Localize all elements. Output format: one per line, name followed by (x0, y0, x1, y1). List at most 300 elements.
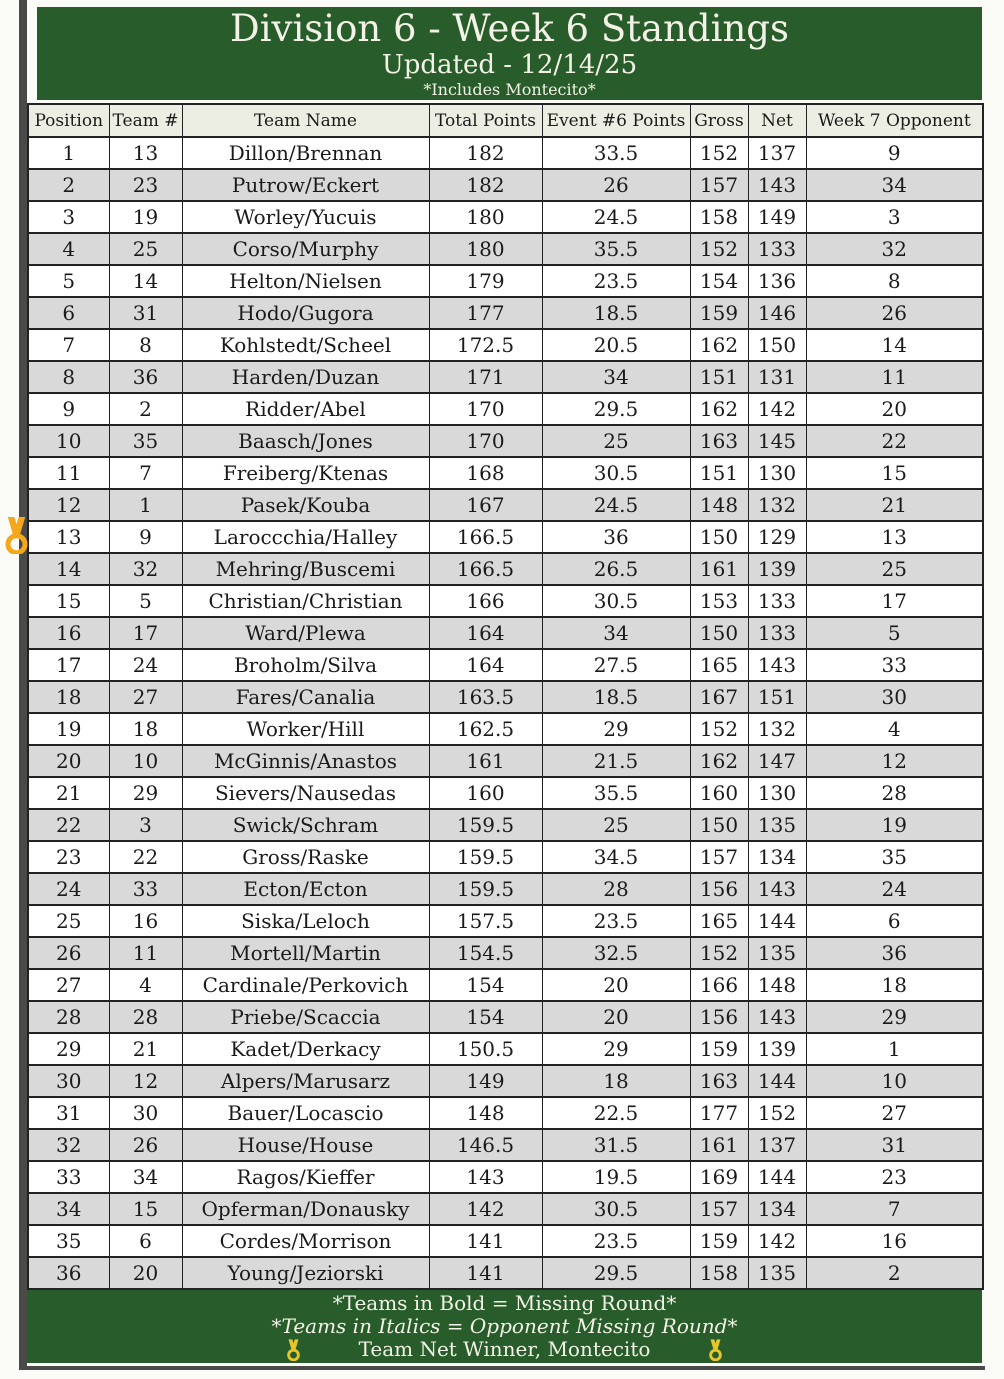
cell-event6-points: 29 (542, 713, 690, 745)
cell-total-points: 177 (429, 297, 542, 329)
cell-team-number: 11 (109, 937, 182, 969)
cell-team-name: Kohlstedt/Scheel (182, 329, 429, 361)
cell-position: 20 (28, 745, 109, 777)
cell-gross: 166 (690, 969, 748, 1001)
cell-event6-points: 30.5 (542, 457, 690, 489)
cell-total-points: 166 (429, 585, 542, 617)
column-header-team-number: Team # (109, 104, 182, 137)
cell-net: 139 (748, 1033, 806, 1065)
cell-week7-opponent: 13 (806, 521, 983, 553)
cell-team-name: Worker/Hill (182, 713, 429, 745)
cell-week7-opponent: 24 (806, 873, 983, 905)
cell-position: 3 (28, 201, 109, 233)
cell-gross: 162 (690, 393, 748, 425)
cell-team-name: Alpers/Marusarz (182, 1065, 429, 1097)
cell-team-name: Opferman/Donausky (182, 1193, 429, 1225)
cell-team-number: 24 (109, 649, 182, 681)
cell-total-points: 164 (429, 649, 542, 681)
cell-gross: 157 (690, 841, 748, 873)
cell-gross: 152 (690, 233, 748, 265)
table-row (28, 329, 983, 361)
table-row (28, 1257, 983, 1289)
cell-week7-opponent: 31 (806, 1129, 983, 1161)
cell-gross: 152 (690, 937, 748, 969)
cell-team-number: 26 (109, 1129, 182, 1161)
cell-week7-opponent: 18 (806, 969, 983, 1001)
cell-total-points: 146.5 (429, 1129, 542, 1161)
cell-total-points: 166.5 (429, 521, 542, 553)
table-row (28, 745, 983, 777)
cell-net: 152 (748, 1097, 806, 1129)
cell-team-number: 2 (109, 393, 182, 425)
table-row (28, 777, 983, 809)
table-row (28, 1225, 983, 1257)
table-row (28, 425, 983, 457)
cell-total-points: 168 (429, 457, 542, 489)
cell-week7-opponent: 32 (806, 233, 983, 265)
cell-net: 147 (748, 745, 806, 777)
cell-week7-opponent: 25 (806, 553, 983, 585)
net-winner-text: Team Net Winner, Montecito (358, 1337, 651, 1361)
cell-net: 144 (748, 1065, 806, 1097)
cell-team-number: 25 (109, 233, 182, 265)
cell-gross: 151 (690, 361, 748, 393)
cell-team-number: 8 (109, 329, 182, 361)
cell-week7-opponent: 35 (806, 841, 983, 873)
cell-team-number: 34 (109, 1161, 182, 1193)
cell-event6-points: 24.5 (542, 489, 690, 521)
cell-position: 9 (28, 393, 109, 425)
table-row (28, 809, 983, 841)
cell-week7-opponent: 12 (806, 745, 983, 777)
cell-position: 19 (28, 713, 109, 745)
cell-event6-points: 33.5 (542, 137, 690, 169)
column-header-total-points: Total Points (429, 104, 542, 137)
cell-net: 136 (748, 265, 806, 297)
cell-event6-points: 35.5 (542, 233, 690, 265)
cell-gross: 150 (690, 617, 748, 649)
table-row (28, 905, 983, 937)
cell-total-points: 150.5 (429, 1033, 542, 1065)
cell-net: 131 (748, 361, 806, 393)
cell-position: 23 (28, 841, 109, 873)
cell-position: 25 (28, 905, 109, 937)
cell-event6-points: 25 (542, 809, 690, 841)
cell-week7-opponent: 6 (806, 905, 983, 937)
cell-team-name: Putrow/Eckert (182, 169, 429, 201)
cell-week7-opponent: 16 (806, 1225, 983, 1257)
table-row (28, 457, 983, 489)
cell-event6-points: 30.5 (542, 1193, 690, 1225)
cell-event6-points: 29.5 (542, 1257, 690, 1289)
cell-team-number: 23 (109, 169, 182, 201)
cell-event6-points: 30.5 (542, 585, 690, 617)
cell-event6-points: 29 (542, 1033, 690, 1065)
cell-position: 24 (28, 873, 109, 905)
cell-gross: 177 (690, 1097, 748, 1129)
cell-week7-opponent: 2 (806, 1257, 983, 1289)
title-banner (37, 7, 982, 100)
cell-team-number: 21 (109, 1033, 182, 1065)
cell-net: 137 (748, 1129, 806, 1161)
cell-team-name: Helton/Nielsen (182, 265, 429, 297)
cell-team-name: McGinnis/Anastos (182, 745, 429, 777)
cell-team-name: Pasek/Kouba (182, 489, 429, 521)
cell-week7-opponent: 33 (806, 649, 983, 681)
table-row (28, 617, 983, 649)
cell-event6-points: 23.5 (542, 905, 690, 937)
cell-net: 135 (748, 1257, 806, 1289)
cell-week7-opponent: 20 (806, 393, 983, 425)
cell-net: 135 (748, 937, 806, 969)
cell-gross: 150 (690, 809, 748, 841)
cell-week7-opponent: 9 (806, 137, 983, 169)
cell-position: 2 (28, 169, 109, 201)
cell-gross: 158 (690, 1257, 748, 1289)
table-row (28, 681, 983, 713)
cell-total-points: 148 (429, 1097, 542, 1129)
cell-week7-opponent: 23 (806, 1161, 983, 1193)
cell-gross: 160 (690, 777, 748, 809)
cell-position: 4 (28, 233, 109, 265)
cell-gross: 151 (690, 457, 748, 489)
cell-net: 134 (748, 1193, 806, 1225)
cell-event6-points: 34 (542, 361, 690, 393)
cell-gross: 169 (690, 1161, 748, 1193)
cell-event6-points: 32.5 (542, 937, 690, 969)
medal-icon (708, 1339, 723, 1361)
cell-total-points: 154.5 (429, 937, 542, 969)
cell-net: 143 (748, 873, 806, 905)
cell-team-name: Kadet/Derkacy (182, 1033, 429, 1065)
cell-week7-opponent: 3 (806, 201, 983, 233)
header-row (28, 104, 983, 137)
table-row (28, 713, 983, 745)
cell-net: 144 (748, 905, 806, 937)
frame-left-border (19, 0, 27, 1370)
cell-week7-opponent: 15 (806, 457, 983, 489)
table-row (28, 201, 983, 233)
cell-event6-points: 23.5 (542, 265, 690, 297)
cell-team-number: 35 (109, 425, 182, 457)
cell-net: 143 (748, 1001, 806, 1033)
cell-gross: 161 (690, 1129, 748, 1161)
cell-total-points: 170 (429, 425, 542, 457)
table-row (28, 361, 983, 393)
column-header-team-name: Team Name (182, 104, 429, 137)
cell-event6-points: 25 (542, 425, 690, 457)
cell-position: 35 (28, 1225, 109, 1257)
column-header-gross: Gross (690, 104, 748, 137)
cell-week7-opponent: 11 (806, 361, 983, 393)
cell-total-points: 163.5 (429, 681, 542, 713)
includes-note: *Includes Montecito* (423, 80, 596, 99)
cell-net: 129 (748, 521, 806, 553)
cell-week7-opponent: 27 (806, 1097, 983, 1129)
cell-total-points: 182 (429, 137, 542, 169)
legend-bold: *Teams in Bold = Missing Round* (332, 1291, 677, 1315)
cell-net: 144 (748, 1161, 806, 1193)
cell-position: 12 (28, 489, 109, 521)
cell-week7-opponent: 34 (806, 169, 983, 201)
cell-week7-opponent: 29 (806, 1001, 983, 1033)
cell-team-name: Siska/Leloch (182, 905, 429, 937)
cell-team-name: Laroccchia/Halley (182, 521, 429, 553)
cell-position: 16 (28, 617, 109, 649)
cell-gross: 152 (690, 137, 748, 169)
cell-gross: 158 (690, 201, 748, 233)
table-row (28, 1065, 983, 1097)
cell-gross: 157 (690, 169, 748, 201)
table-row (28, 1193, 983, 1225)
cell-total-points: 170 (429, 393, 542, 425)
cell-net: 146 (748, 297, 806, 329)
table-row (28, 393, 983, 425)
cell-net: 151 (748, 681, 806, 713)
table-row (28, 233, 983, 265)
cell-team-name: Freiberg/Ktenas (182, 457, 429, 489)
cell-net: 142 (748, 393, 806, 425)
cell-total-points: 154 (429, 1001, 542, 1033)
column-header-position: Position (28, 104, 109, 137)
table-row (28, 1001, 983, 1033)
cell-gross: 161 (690, 553, 748, 585)
cell-position: 29 (28, 1033, 109, 1065)
cell-team-number: 22 (109, 841, 182, 873)
cell-total-points: 166.5 (429, 553, 542, 585)
cell-team-number: 17 (109, 617, 182, 649)
cell-team-number: 29 (109, 777, 182, 809)
cell-event6-points: 29.5 (542, 393, 690, 425)
cell-position: 18 (28, 681, 109, 713)
cell-team-number: 12 (109, 1065, 182, 1097)
cell-event6-points: 26.5 (542, 553, 690, 585)
table-row (28, 297, 983, 329)
cell-event6-points: 20 (542, 969, 690, 1001)
cell-gross: 148 (690, 489, 748, 521)
cell-week7-opponent: 36 (806, 937, 983, 969)
column-header-net: Net (748, 104, 806, 137)
cell-team-name: Corso/Murphy (182, 233, 429, 265)
cell-week7-opponent: 17 (806, 585, 983, 617)
cell-team-number: 33 (109, 873, 182, 905)
cell-event6-points: 23.5 (542, 1225, 690, 1257)
cell-team-name: Baasch/Jones (182, 425, 429, 457)
cell-position: 5 (28, 265, 109, 297)
cell-team-number: 5 (109, 585, 182, 617)
table-row (28, 521, 983, 553)
cell-position: 11 (28, 457, 109, 489)
cell-total-points: 182 (429, 169, 542, 201)
cell-event6-points: 34.5 (542, 841, 690, 873)
cell-team-number: 7 (109, 457, 182, 489)
table-row (28, 1129, 983, 1161)
cell-event6-points: 18.5 (542, 681, 690, 713)
cell-gross: 154 (690, 265, 748, 297)
cell-position: 28 (28, 1001, 109, 1033)
cell-total-points: 164 (429, 617, 542, 649)
cell-team-name: Broholm/Silva (182, 649, 429, 681)
cell-team-name: Mortell/Martin (182, 937, 429, 969)
cell-team-number: 36 (109, 361, 182, 393)
cell-position: 36 (28, 1257, 109, 1289)
legend-italics: *Teams in Italics = Opponent Missing Round* (271, 1314, 738, 1338)
cell-week7-opponent: 10 (806, 1065, 983, 1097)
cell-week7-opponent: 19 (806, 809, 983, 841)
cell-position: 13 (28, 521, 109, 553)
cell-total-points: 142 (429, 1193, 542, 1225)
cell-net: 130 (748, 457, 806, 489)
table-row (28, 841, 983, 873)
table-row (28, 585, 983, 617)
updated-date: Updated - 12/14/25 (381, 50, 638, 80)
cell-net: 133 (748, 233, 806, 265)
cell-event6-points: 36 (542, 521, 690, 553)
cell-gross: 156 (690, 873, 748, 905)
cell-event6-points: 18.5 (542, 297, 690, 329)
cell-position: 1 (28, 137, 109, 169)
table-row (28, 553, 983, 585)
footer-banner (27, 1290, 982, 1363)
cell-position: 32 (28, 1129, 109, 1161)
net-winner-medal-icon (3, 517, 30, 554)
cell-gross: 162 (690, 745, 748, 777)
cell-net: 139 (748, 553, 806, 585)
cell-gross: 150 (690, 521, 748, 553)
cell-team-number: 6 (109, 1225, 182, 1257)
cell-net: 135 (748, 809, 806, 841)
cell-team-name: Dillon/Brennan (182, 137, 429, 169)
cell-team-number: 15 (109, 1193, 182, 1225)
cell-gross: 157 (690, 1193, 748, 1225)
net-winner-line (286, 1338, 724, 1361)
cell-team-name: Bauer/Locascio (182, 1097, 429, 1129)
cell-week7-opponent: 22 (806, 425, 983, 457)
cell-team-number: 10 (109, 745, 182, 777)
table-row (28, 937, 983, 969)
cell-team-number: 27 (109, 681, 182, 713)
table-row (28, 1033, 983, 1065)
cell-team-number: 32 (109, 553, 182, 585)
table-row (28, 137, 983, 169)
cell-team-number: 3 (109, 809, 182, 841)
cell-team-number: 13 (109, 137, 182, 169)
cell-team-name: Ecton/Ecton (182, 873, 429, 905)
cell-gross: 159 (690, 1033, 748, 1065)
cell-total-points: 167 (429, 489, 542, 521)
cell-total-points: 179 (429, 265, 542, 297)
cell-team-name: Ward/Plewa (182, 617, 429, 649)
cell-net: 142 (748, 1225, 806, 1257)
table-row (28, 969, 983, 1001)
cell-net: 149 (748, 201, 806, 233)
cell-event6-points: 24.5 (542, 201, 690, 233)
cell-gross: 156 (690, 1001, 748, 1033)
cell-position: 8 (28, 361, 109, 393)
medal-icon (286, 1339, 301, 1361)
cell-total-points: 159.5 (429, 873, 542, 905)
cell-team-number: 18 (109, 713, 182, 745)
cell-team-number: 28 (109, 1001, 182, 1033)
table-row (28, 873, 983, 905)
cell-team-number: 31 (109, 297, 182, 329)
flyer-content (27, 7, 982, 1363)
cell-week7-opponent: 21 (806, 489, 983, 521)
cell-team-name: Cordes/Morrison (182, 1225, 429, 1257)
cell-net: 132 (748, 713, 806, 745)
table-row (28, 1097, 983, 1129)
cell-gross: 162 (690, 329, 748, 361)
cell-event6-points: 20.5 (542, 329, 690, 361)
cell-team-name: Mehring/Buscemi (182, 553, 429, 585)
cell-total-points: 159.5 (429, 841, 542, 873)
cell-gross: 165 (690, 649, 748, 681)
cell-event6-points: 28 (542, 873, 690, 905)
cell-team-name: Gross/Raske (182, 841, 429, 873)
cell-team-name: House/House (182, 1129, 429, 1161)
cell-gross: 153 (690, 585, 748, 617)
cell-position: 6 (28, 297, 109, 329)
cell-team-number: 19 (109, 201, 182, 233)
cell-total-points: 157.5 (429, 905, 542, 937)
cell-event6-points: 34 (542, 617, 690, 649)
cell-event6-points: 22.5 (542, 1097, 690, 1129)
cell-position: 21 (28, 777, 109, 809)
cell-net: 134 (748, 841, 806, 873)
cell-team-number: 1 (109, 489, 182, 521)
cell-team-name: Young/Jeziorski (182, 1257, 429, 1289)
cell-total-points: 143 (429, 1161, 542, 1193)
cell-position: 34 (28, 1193, 109, 1225)
cell-total-points: 141 (429, 1257, 542, 1289)
cell-net: 148 (748, 969, 806, 1001)
cell-team-number: 30 (109, 1097, 182, 1129)
cell-position: 31 (28, 1097, 109, 1129)
cell-week7-opponent: 5 (806, 617, 983, 649)
cell-team-name: Harden/Duzan (182, 361, 429, 393)
cell-week7-opponent: 26 (806, 297, 983, 329)
cell-gross: 152 (690, 713, 748, 745)
table-row (28, 649, 983, 681)
cell-team-number: 4 (109, 969, 182, 1001)
cell-team-name: Fares/Canalia (182, 681, 429, 713)
cell-event6-points: 21.5 (542, 745, 690, 777)
cell-net: 143 (748, 169, 806, 201)
cell-position: 33 (28, 1161, 109, 1193)
cell-net: 133 (748, 617, 806, 649)
cell-week7-opponent: 14 (806, 329, 983, 361)
cell-gross: 167 (690, 681, 748, 713)
cell-net: 150 (748, 329, 806, 361)
cell-event6-points: 26 (542, 169, 690, 201)
cell-net: 132 (748, 489, 806, 521)
cell-week7-opponent: 1 (806, 1033, 983, 1065)
cell-position: 14 (28, 553, 109, 585)
standings-table (27, 103, 984, 1290)
cell-week7-opponent: 28 (806, 777, 983, 809)
cell-event6-points: 27.5 (542, 649, 690, 681)
cell-gross: 163 (690, 425, 748, 457)
cell-net: 130 (748, 777, 806, 809)
cell-week7-opponent: 8 (806, 265, 983, 297)
cell-total-points: 162.5 (429, 713, 542, 745)
cell-total-points: 149 (429, 1065, 542, 1097)
cell-position: 26 (28, 937, 109, 969)
column-header-week7-opponent: Week 7 Opponent (806, 104, 983, 137)
cell-team-name: Swick/Schram (182, 809, 429, 841)
cell-total-points: 160 (429, 777, 542, 809)
cell-position: 10 (28, 425, 109, 457)
